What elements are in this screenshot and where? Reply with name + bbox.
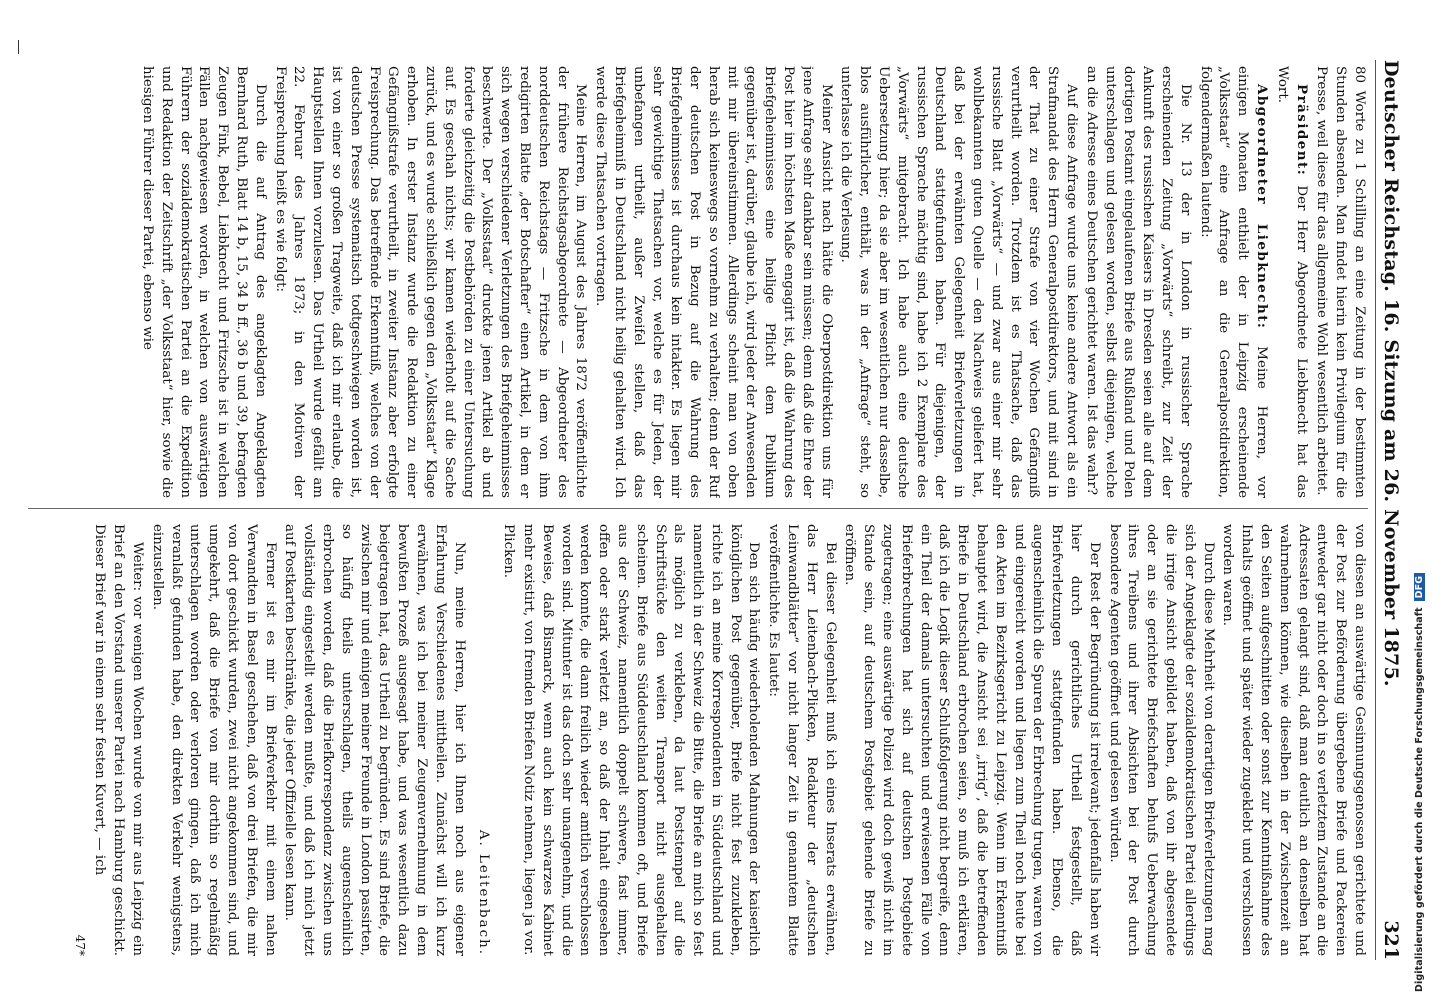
paragraph-text: Auf diese Anfrage wurde uns keine andere Antwort als ein Strafmandat des Herrn Generalpostdirektors, und mit sind in der That zu einer Strafe von vier Wochen Gefängniß verurtheilt worden. Trotzdem ist es Thatsache, daß das russische Blatt „Vorwärts“ — und zwar aus einer mir sehr wohlbekannten guten Quelle — den Nachweis geliefert hat, daß bei der erwähnten Gelegenheit Briefverletzungen in Deutschland stattgefunden haben. Für diejenigen, der russischen Sprache mächtig sind, habe ich 2 Exemplare des „Vorwärts“ mitgebracht. Ich habe auch eine deutsche Uebersetzung hier; da sie aber im wesentlichen nur dasselbe, blos ausführlicher, enthält, was in der „Anfrage“ steht, so unterlasse ich die Verlesung. xyxy=(838,66,1080,498)
paragraph xyxy=(590,66,834,498)
paragraph xyxy=(1104,524,1217,956)
header-rule xyxy=(1375,60,1376,960)
paragraph-text: Durch diese Mehrheit von derartigen Briefverletzungen mag sich der Angeklagte der sozialdemokratischen Partei allerdings die irrige Ansicht gebildet haben, daß von ihr abgesendete oder an sie gerichtete Briefschaften behufs Ueberwachung ihres Treibens und ihrer Absichten bei der Post durch besondere Agenten geöffnet und gelesen würden. xyxy=(1106,524,1216,956)
paragraph-text: Meiner Ansicht nach hätte die Oberpostdirektion uns für jene Anfrage sehr dankbar sein müssen; denn daß die Ehre der Post hier im höchsten Maße engagirt ist, daß die Wahrung des Briefgeheimnisses eine heilige Pflicht dem Publikum gegenüber ist, darüber, glaube ich, wird jeder der Anwesenden mit mir übereinstimmen. Allerdings scheint man von oben herab sich keineswegs so vornehm zu verhalten; denn der Ruf der deutschen Post in Bezug auf die Wahrung des Briefgeheimnisses ist durchaus kein intakter. Es liegen mir sehr gewichtige Thatsachen vor, welche es für Jeden, der unbefangen urtheilt, außer Zweifel stellen, daß das Briefgeheimniß in Deutschland nicht heilig gehalten wird. Ich werde diese Thatsachen vortragen. xyxy=(593,66,834,498)
credit-text: Digitalisierung gefördert durch die Deutsche Forschungsgemeinschaft xyxy=(1414,607,1425,992)
paragraph xyxy=(70,524,89,956)
paragraph-text: Bei dieser Gelegenheit muß ich eines Inserats erwähnen, das Herr Leitenbach-Plicken, Redakteur der „deutschen Leinwandblätter“ vor nicht langer Zeit in genanntem Blatte veröffentlichte. Es lautet: xyxy=(766,524,838,956)
paragraph xyxy=(90,524,146,956)
paragraph-text: Ferner ist es mir im Briefverkehr mit einem nahen Verwandten in Basel geschehen, daß von drei Briefen, die mir von dort geschickt wurden, zwei nicht angekommen sind, und umgekehrt, daß die Briefe von mir dorthin so regelmäßig unterschlagen worden oder verloren gingen, daß ich mich veranlaßt gefunden habe, den direkten Verkehr wenigstens, einzustellen. xyxy=(149,524,278,956)
paragraph xyxy=(270,66,590,498)
paragraph xyxy=(1218,524,1368,956)
paragraph-text: Durch die auf Antrag des angeklagten Angeklagten Bernhard Ruth, Blatt 14 b, 15, 34 b ff., 36 b und 39, befragten Zeugen Fink, Bebel, Liebknecht und Fritzsche ist in welchen Fällen nachgewiesen worden, in welchen von auswärtigen Führern der sozialdemokratischen Partei an die Expedition und Redaktion der Zeitschrift „der Volksstaat“ hier, sowie die hiesigen Führer dieser Partei, ebenso wie xyxy=(140,66,268,498)
paragraph-text: Meine Herren, im August des Jahres 1872 veröffentlichte der frühere Reichstagsabgeordnete — Abgeordneter des norddeutschen Reichstags — Fritzsche in dem von ihm redigirten Blatte „der Botschafter“ einen Artikel, in dem er sich wegen verschiedener Verletzungen des Briefgeheimnisses beschwerte. Der „Volksstaat“ druckte jenen Artikel ab und forderte gleichzeitig die Postbehörden zu einer Untersuchung auf. Es geschah nichts; wir kamen wiederholt auf die Sache zurück, und es wurde schließlich gegen den „Volksstaat“ Klage erhoben. In erster Instanz wurde die Redaktion zu einer Gefängnißstrafe verurtheilt, in zweiter Instanz aber erfolgte Freisprechung. Das betreffende Erkenntniß, welches von der deutschen Presse systematisch todtgeschwiegen worden ist, ist von einer so großen Tragweite, daß ich mir erlaube, die Hauptstellen Ihnen vorzulesen. Das Urtheil wurde gefällt am 22. Februar des Jahres 1873; in den Motiven der Freisprechung heißt es wie folgt: xyxy=(272,66,589,498)
paragraph-text: Plicken. xyxy=(501,524,517,578)
paragraph xyxy=(836,66,1080,498)
paragraph-text: 80 Worte zu 1 Schilling an eine Zeitung in der bestimmten Stunden absenden. Man findet hierin kein Privilegium für die Presse, weil diese für das allgemeine Wohl wesentlich arbeitet. xyxy=(1314,66,1367,498)
dfg-logo: DFG xyxy=(1414,573,1425,601)
footer-rule xyxy=(18,40,19,54)
paragraph xyxy=(147,524,279,956)
running-head: Deutscher Reichstag. 16. Sitzung am 26. November 1875. xyxy=(1380,60,1402,687)
paragraph-text: Weiter: vor wenigen Wochen wurde von mir aus Leipzig ein Brief an den Vorstand unserer Partei nach Hamburg geschickt. Dieser Brief war in einem sehr festen Kuvert, — ich xyxy=(92,524,145,956)
paragraph-text: Nun, meine Herren, hier ich Ihnen noch aus eigener Erfahrung Verschiedenes mittheilen. Zunächst will ich kurz erwähnen, was ich bei meiner Zeugenvernehmung in dem bewußten Prozeß ausgesagt habe, und was wesentlich dazu beigetragen hat, das Urtheil zu begründen. Es sind Briefe, die zwischen mir und einigen meiner Freunde in London passirten, so häufig theils unterschlagen, theils augenscheinlich erbrochen worden, daß die Briefkorrespondenz zwischen uns vollständig eingestellt werden mußte, und daß ich mich jetzt auf Postkarten beschränke, die jeder Offizielle lesen kann. xyxy=(282,524,467,956)
left-column xyxy=(18,66,1368,498)
paragraph xyxy=(1272,66,1311,498)
paragraph-text: Der Rest der Begründung ist irrelevant; jedenfalls haben wir hier durch gerichtliches Urtheil festgestellt, daß Briefverletzungen stattgefunden haben. Ebenso, die augenscheinlich die Spuren der Erbrechung trugen, waren von und eingereicht worden und liegen zum Theil noch heute bei den Akten im Bezirksgericht zu Leipzig. Wenn im Erkenntniß behauptet wird, die Ansicht sei „irrig“, daß die betreffenden Briefe in Deutschland erbrochen seien, so muß ich erklären, daß ich die Logik dieser Schlußfolgerung nicht begreife, denn ein Theil der damals untersuchten und erwiesenen Fälle von Brieferbrechungen hat sich auf deutschen Postgebiete zugetragen; eine auswärtige Polizei wird doch gewiß nicht im Stande sein, auf deutschem Postgebiet gehende Briefe zu eröffnen. xyxy=(842,524,1102,956)
page-footer xyxy=(7,40,27,960)
speaker-name: Präsident: xyxy=(1293,84,1310,177)
paragraph-text: 47* xyxy=(72,934,87,956)
paragraph xyxy=(764,524,839,956)
paragraph xyxy=(1081,66,1194,498)
paragraph-text: Der Herr Abgeordnete Liebknecht hat das Wort. xyxy=(1274,66,1309,498)
paragraph-text: Den sich häufig wiederholenden Mahnungen der kaiserlich königlichen Post gegenüber, Briefe nicht fest zuzukleben, richte ich an meine Korrespondenten in Süddeutschland und namentlich in der Schweiz die Bitte, die Briefe an mich so fest als möglich zu verkleben, da laut Poststempel auf die Schriftstücke den weiten Transport nicht ausgehalten scheinen. Briefe aus Süddeutschland kommen oft, und Briefe aus der Schweiz, namentlich doppelt schwere, fast immer, offen oder stark verletzt an, so daß der Inhalt eingesehen werden konnte, die dann freilich wieder amtlich verschlossen worden sind. Mitunter ist das doch sehr unangenehm, und die Beweise, daß Bismarck, wenn auch kein schwarzes Kabinet mehr existirt, von fremden Briefen Notiz nehmen, liegen ja vor. xyxy=(520,524,762,956)
paragraph xyxy=(280,524,468,956)
paragraph-text: von diesen an auswärtige Gesinnungsgenossen gerichtete und der Post zur Beförderung übergebene Briefe und Packereien entweder gar nicht oder doch in so verletztem Zustande an die Adressaten gelangt sind, daß man deutlich an denselben hat wahrnehmen können, wie dieselben in der Zwischenzeit an den Seiten aufgeschnitten oder sonst zur Kenntnißnahme des Inhalts geöffnet und später wieder zugeklebt und verschlossen worden waren. xyxy=(1220,524,1367,956)
paragraph xyxy=(518,524,762,956)
paragraph xyxy=(840,524,1103,956)
paragraph xyxy=(498,524,517,956)
paragraph xyxy=(1195,66,1271,498)
right-column xyxy=(18,524,1368,956)
page-header xyxy=(1376,60,1410,960)
paragraph xyxy=(474,524,493,956)
column-divider xyxy=(28,508,1368,509)
paragraph xyxy=(1312,66,1368,498)
paragraph xyxy=(137,66,269,498)
paragraph-text: Die Nr. 13 der in London in russischer Sprache erscheinenden Zeitung „Vorwärts“ schreibt, zur Zeit der Ankunft des russischen Kaisers in Dresden seien alle auf dem dortigen Postamt eingelaufenen Briefe aus Rußland und Polen unterschlagen und gelesen worden, selbst diejenigen, welche an die Adresse eines Deutschen gerichtet waren. Ist das wahr? xyxy=(1083,66,1193,498)
paragraph-text: Meine Herren, vor einigen Monaten enthielt der in Leipzig erscheinende „Volksstaat“ eine Anfrage an die Generalpostdirektion, folgendermaßen lautend: xyxy=(1197,66,1270,498)
digitization-credit-strip xyxy=(1406,0,1432,1000)
paragraph-text: A. Leitenbach. xyxy=(476,829,492,956)
speaker-name: Abgeordneter Liebknecht: xyxy=(1254,84,1271,330)
digitization-credit xyxy=(1414,573,1425,992)
page-number: 321 xyxy=(1380,920,1402,960)
